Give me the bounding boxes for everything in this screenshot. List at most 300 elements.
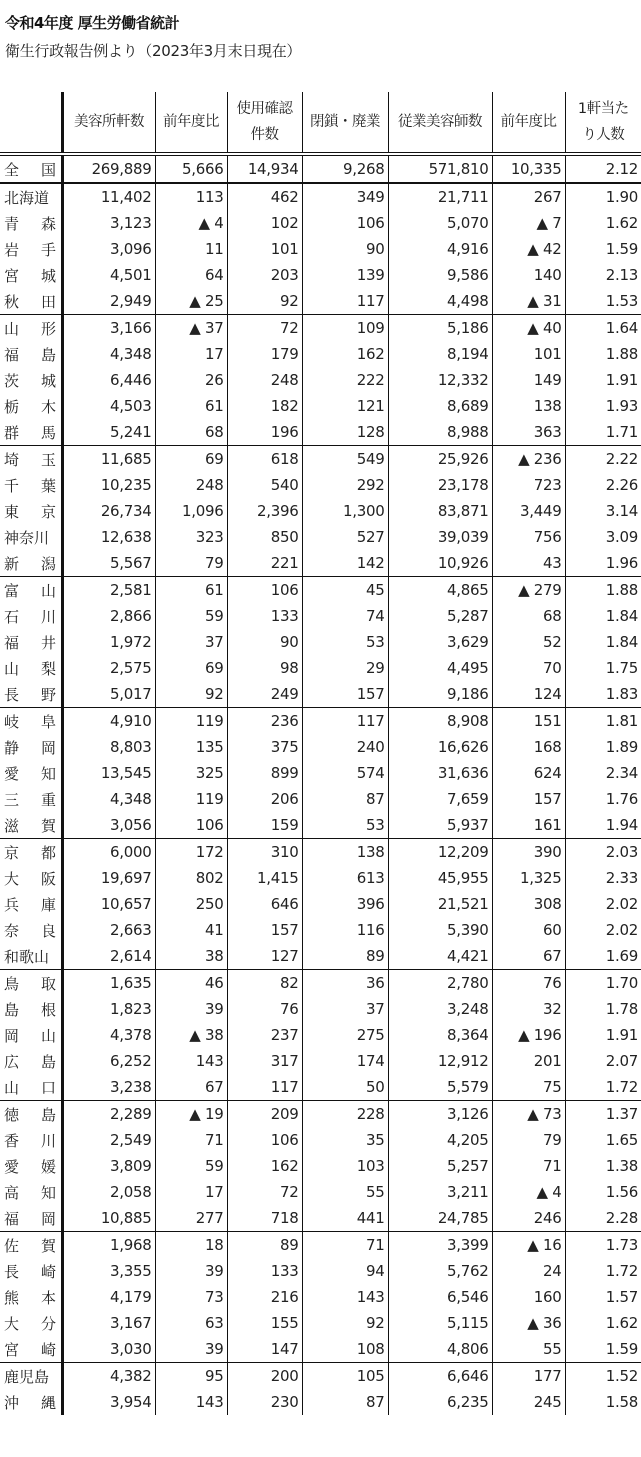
cell-prefecture [0,262,62,288]
cell-confirmed: 221 [227,550,302,577]
cell-per-salon: 1.81 [565,708,641,735]
cell-per-salon: 1.72 [565,1258,641,1284]
cell-confirmed: 230 [227,1389,302,1415]
cell-prefecture [0,1310,62,1336]
cell-closed: 162 [302,341,388,367]
cell-closed: 108 [302,1336,388,1363]
prefecture-char: 香 [4,1131,20,1150]
prefecture-name [4,1392,56,1413]
cell-confirmed: 106 [227,1127,302,1153]
cell-salons: 8,803 [62,734,155,760]
prefecture-char: 城 [40,266,56,285]
cell-closed: 138 [302,839,388,866]
prefecture-char: 葉 [40,476,56,495]
table-row [0,315,641,342]
prefecture-char: 茨 [4,371,20,390]
prefecture-char: 京 [4,843,20,862]
header-salons-yoy: 前年度比 [155,92,227,154]
prefecture-name [4,973,56,994]
cell-prefecture [0,970,62,997]
cell-stylists-yoy: 3,449 [492,498,565,524]
cell-salons: 11,685 [62,446,155,473]
cell-confirmed: 102 [227,210,302,236]
cell-salons: 5,017 [62,681,155,708]
table-row [0,1074,641,1101]
cell-salons: 2,581 [62,577,155,604]
cell-confirmed: 209 [227,1101,302,1128]
cell-confirmed: 133 [227,603,302,629]
cell-confirmed: 90 [227,629,302,655]
cell-stylists-yoy: 79 [492,1127,565,1153]
cell-prefecture [0,812,62,839]
prefecture-name [4,999,56,1020]
prefecture-char: 岡 [40,738,56,757]
prefecture-char: 野 [40,685,56,704]
cell-stylists: 4,205 [388,1127,492,1153]
prefecture-name [4,1182,56,1203]
cell-closed: 35 [302,1127,388,1153]
cell-stylists-yoy: 60 [492,917,565,943]
cell-salons: 4,378 [62,1022,155,1048]
cell-salons-yoy: 92 [155,681,227,708]
cell-salons-yoy: ▲ 19 [155,1101,227,1128]
prefecture-char: 岡 [4,1026,20,1045]
cell-per-salon: 1.96 [565,550,641,577]
cell-stylists: 16,626 [388,734,492,760]
table-row [0,1205,641,1232]
cell-closed: 128 [302,419,388,446]
prefecture-char: 熊 [4,1288,20,1307]
cell-prefecture [0,943,62,970]
cell-stylists-yoy: 151 [492,708,565,735]
cell-salons-yoy: 248 [155,472,227,498]
cell-stylists: 5,937 [388,812,492,839]
cell-closed: 549 [302,446,388,473]
cell-salons-yoy: 69 [155,655,227,681]
prefecture-char: 長 [4,685,20,704]
cell-prefecture [0,550,62,577]
cell-confirmed: 237 [227,1022,302,1048]
cell-salons-yoy: 113 [155,183,227,210]
cell-stylists: 10,926 [388,550,492,577]
cell-stylists-yoy: 624 [492,760,565,786]
prefecture-char: 本 [40,1288,56,1307]
prefecture-name [4,580,56,601]
cell-salons-yoy: 802 [155,865,227,891]
prefecture-char: 東 [4,502,20,521]
cell-prefecture [0,1336,62,1363]
prefecture-char: 長 [4,1262,20,1281]
table-row [0,419,641,446]
cell-confirmed: 72 [227,315,302,342]
cell-confirmed: 133 [227,1258,302,1284]
cell-salons-yoy: ▲ 38 [155,1022,227,1048]
table-row [0,970,641,997]
cell-confirmed: 646 [227,891,302,917]
prefecture-name [4,606,56,627]
prefecture-char: 岩 [4,240,20,259]
prefecture-name [4,737,56,758]
table-row [0,1232,641,1259]
cell-salons-yoy: 11 [155,236,227,262]
table-row [0,1336,641,1363]
cell-closed: 142 [302,550,388,577]
prefecture-char: 良 [40,921,56,940]
prefecture-name [4,553,56,574]
table-row [0,1127,641,1153]
prefecture-name [4,239,56,260]
table-row [0,236,641,262]
cell-closed: 292 [302,472,388,498]
prefecture-name [4,1287,56,1308]
cell-salons-yoy: 250 [155,891,227,917]
cell-prefecture [0,839,62,866]
cell-prefecture [0,1022,62,1048]
cell-salons: 2,058 [62,1179,155,1205]
table-row [0,393,641,419]
cell-stylists-yoy: 70 [492,655,565,681]
cell-salons: 1,635 [62,970,155,997]
prefecture-name [4,658,56,679]
header-row [0,92,641,154]
cell-confirmed: 216 [227,1284,302,1310]
prefecture-char: 島 [4,1000,20,1019]
cell-stylists: 45,955 [388,865,492,891]
prefecture-char: 形 [40,319,56,338]
cell-per-salon: 1.91 [565,1022,641,1048]
cell-salons-yoy: 37 [155,629,227,655]
cell-salons: 2,289 [62,1101,155,1128]
cell-salons-yoy: 39 [155,996,227,1022]
cell-salons-yoy: 172 [155,839,227,866]
cell-confirmed: 14,934 [227,154,302,183]
cell-stylists-yoy: 177 [492,1363,565,1390]
table-row [0,1153,641,1179]
cell-prefecture [0,1389,62,1415]
table-row [0,524,641,550]
cell-stylists-yoy: ▲ 40 [492,315,565,342]
cell-salons: 2,575 [62,655,155,681]
cell-per-salon: 1.84 [565,629,641,655]
header-confirmed-line1: 使用確認 [236,101,293,117]
cell-confirmed: 2,396 [227,498,302,524]
cell-salons-yoy: 67 [155,1074,227,1101]
cell-closed: 45 [302,577,388,604]
prefecture-name [4,501,56,522]
prefecture-name [4,475,56,496]
cell-salons-yoy: 63 [155,1310,227,1336]
cell-per-salon: 1.70 [565,970,641,997]
cell-stylists: 4,421 [388,943,492,970]
cell-per-salon: 2.28 [565,1205,641,1232]
prefecture-char: 重 [40,790,56,809]
table-row [0,1022,641,1048]
cell-salons-yoy: 61 [155,393,227,419]
prefecture-char: 森 [40,214,56,233]
cell-salons: 6,000 [62,839,155,866]
cell-stylists: 31,636 [388,760,492,786]
cell-closed: 36 [302,970,388,997]
cell-stylists: 4,498 [388,288,492,315]
prefecture-name [4,1261,56,1282]
cell-salons: 2,549 [62,1127,155,1153]
table-row [0,943,641,970]
cell-stylists: 21,521 [388,891,492,917]
cell-confirmed: 618 [227,446,302,473]
cell-closed: 105 [302,1363,388,1390]
cell-closed: 117 [302,288,388,315]
cell-stylists-yoy: 245 [492,1389,565,1415]
cell-stylists: 4,495 [388,655,492,681]
table-row [0,708,641,735]
cell-stylists: 23,178 [388,472,492,498]
prefecture-name [4,1313,56,1334]
cell-salons-yoy: 277 [155,1205,227,1232]
prefecture-name [4,396,56,417]
prefecture-name [4,422,56,443]
prefecture-name [4,449,56,470]
cell-confirmed: 159 [227,812,302,839]
cell-per-salon: 1.83 [565,681,641,708]
cell-salons: 12,638 [62,524,155,550]
prefecture-char: 秋 [4,292,20,311]
cell-stylists-yoy: 68 [492,603,565,629]
cell-stylists: 21,711 [388,183,492,210]
cell-stylists: 8,194 [388,341,492,367]
cell-stylists: 3,126 [388,1101,492,1128]
cell-stylists: 3,399 [388,1232,492,1259]
prefecture-char: 川 [40,607,56,626]
cell-salons: 10,885 [62,1205,155,1232]
cell-per-salon: 1.93 [565,393,641,419]
prefecture-name: 鹿児島 [4,1367,50,1386]
prefecture-name [4,213,56,234]
cell-stylists: 25,926 [388,446,492,473]
cell-prefecture [0,1048,62,1074]
prefecture-char: 奈 [4,921,20,940]
prefecture-char: 沖 [4,1393,20,1412]
cell-prefecture [0,341,62,367]
cell-per-salon: 1.58 [565,1389,641,1415]
prefecture-char: 島 [40,1052,56,1071]
cell-confirmed: 101 [227,236,302,262]
cell-confirmed: 155 [227,1310,302,1336]
cell-stylists-yoy: 246 [492,1205,565,1232]
table-row [0,1363,641,1390]
cell-salons: 11,402 [62,183,155,210]
table-row [0,472,641,498]
cell-prefecture [0,1153,62,1179]
cell-stylists-yoy: 168 [492,734,565,760]
cell-salons: 13,545 [62,760,155,786]
cell-stylists: 12,209 [388,839,492,866]
prefecture-char: 富 [4,581,20,600]
prefecture-char: 静 [4,738,20,757]
cell-stylists-yoy: ▲ 42 [492,236,565,262]
cell-closed: 9,268 [302,154,388,183]
cell-salons-yoy: 119 [155,708,227,735]
cell-stylists: 24,785 [388,1205,492,1232]
prefecture-char: 大 [4,1314,20,1333]
cell-salons-yoy: 73 [155,1284,227,1310]
prefecture-name [4,1130,56,1151]
prefecture-name [4,344,56,365]
table-row [0,1101,641,1128]
cell-salons: 2,949 [62,288,155,315]
header-salons: 美容所軒数 [62,92,155,154]
cell-closed: 139 [302,262,388,288]
prefecture-char: 石 [4,607,20,626]
cell-stylists-yoy: 32 [492,996,565,1022]
cell-per-salon: 1.78 [565,996,641,1022]
prefecture-char: 分 [40,1314,56,1333]
cell-per-salon: 1.88 [565,341,641,367]
cell-salons: 3,238 [62,1074,155,1101]
cell-prefecture [0,1205,62,1232]
cell-stylists: 5,257 [388,1153,492,1179]
cell-stylists-yoy: 10,335 [492,154,565,183]
cell-prefecture [0,708,62,735]
cell-per-salon: 2.02 [565,917,641,943]
cell-stylists: 8,689 [388,393,492,419]
cell-salons: 4,503 [62,393,155,419]
cell-stylists: 5,762 [388,1258,492,1284]
table-row [0,891,641,917]
cell-salons: 10,235 [62,472,155,498]
cell-prefecture [0,498,62,524]
cell-stylists: 5,115 [388,1310,492,1336]
prefecture-char: 取 [40,974,56,993]
cell-stylists: 4,865 [388,577,492,604]
prefecture-name [4,632,56,653]
prefecture-char: 山 [40,1026,56,1045]
cell-stylists: 571,810 [388,154,492,183]
table-body [0,154,641,1415]
cell-salons-yoy: 64 [155,262,227,288]
prefecture-char: 崎 [40,1340,56,1359]
prefecture-char: 媛 [40,1157,56,1176]
cell-salons: 3,166 [62,315,155,342]
cell-prefecture [0,419,62,446]
cell-confirmed: 203 [227,262,302,288]
cell-stylists: 6,646 [388,1363,492,1390]
prefecture-char: 阪 [40,869,56,888]
cell-salons: 2,663 [62,917,155,943]
cell-stylists: 12,912 [388,1048,492,1074]
cell-closed: 116 [302,917,388,943]
cell-confirmed: 196 [227,419,302,446]
cell-stylists-yoy: ▲ 236 [492,446,565,473]
cell-closed: 121 [302,393,388,419]
cell-stylists: 83,871 [388,498,492,524]
cell-stylists-yoy: 363 [492,419,565,446]
cell-salons-yoy: 325 [155,760,227,786]
cell-prefecture [0,865,62,891]
prefecture-name [4,1339,56,1360]
cell-per-salon: 1.73 [565,1232,641,1259]
prefecture-char: 埼 [4,450,20,469]
cell-salons: 3,809 [62,1153,155,1179]
prefecture-char: 梨 [40,659,56,678]
cell-per-salon: 1.59 [565,236,641,262]
cell-confirmed: 157 [227,917,302,943]
cell-confirmed: 718 [227,1205,302,1232]
prefecture-char: 手 [40,240,56,259]
cell-confirmed: 248 [227,367,302,393]
cell-salons-yoy: 68 [155,419,227,446]
cell-salons-yoy: 95 [155,1363,227,1390]
cell-stylists-yoy: 24 [492,1258,565,1284]
table-row [0,812,641,839]
table-row [0,1284,641,1310]
table-row [0,498,641,524]
cell-salons-yoy: 59 [155,603,227,629]
cell-confirmed: 462 [227,183,302,210]
cell-per-salon: 1.72 [565,1074,641,1101]
cell-salons: 269,889 [62,154,155,183]
header-per-salon-line1: 1軒当た [577,101,629,117]
cell-closed: 527 [302,524,388,550]
cell-per-salon: 1.89 [565,734,641,760]
cell-closed: 441 [302,1205,388,1232]
prefecture-char: 福 [4,1209,20,1228]
header-per-salon [565,92,641,154]
cell-closed: 103 [302,1153,388,1179]
prefecture-char: 鳥 [4,974,20,993]
prefecture-name [4,318,56,339]
cell-salons-yoy: 5,666 [155,154,227,183]
cell-per-salon: 2.26 [565,472,641,498]
header-stylists-yoy: 前年度比 [492,92,565,154]
cell-salons: 5,241 [62,419,155,446]
cell-closed: 53 [302,629,388,655]
cell-salons: 1,972 [62,629,155,655]
prefecture-name [4,842,56,863]
cell-salons: 6,446 [62,367,155,393]
cell-confirmed: 206 [227,786,302,812]
cell-confirmed: 89 [227,1232,302,1259]
cell-per-salon: 2.03 [565,839,641,866]
prefecture-name [4,1208,56,1229]
prefecture-char: 福 [4,345,20,364]
cell-stylists: 3,248 [388,996,492,1022]
prefecture-char: 馬 [40,423,56,442]
prefecture-char: 福 [4,633,20,652]
prefecture-char: 庫 [40,895,56,914]
cell-closed: 71 [302,1232,388,1259]
cell-confirmed: 249 [227,681,302,708]
cell-closed: 109 [302,315,388,342]
cell-closed: 94 [302,1258,388,1284]
prefecture-name [4,894,56,915]
cell-per-salon: 1.75 [565,655,641,681]
cell-stylists: 5,579 [388,1074,492,1101]
cell-salons: 3,167 [62,1310,155,1336]
prefecture-char: 群 [4,423,20,442]
cell-per-salon: 2.02 [565,891,641,917]
cell-closed: 89 [302,943,388,970]
prefecture-char: 栃 [4,397,20,416]
header-per-salon-line2: り人数 [582,127,625,143]
cell-prefecture [0,367,62,393]
cell-per-salon: 1.69 [565,943,641,970]
cell-stylists-yoy: ▲ 16 [492,1232,565,1259]
cell-stylists: 9,186 [388,681,492,708]
cell-stylists: 7,659 [388,786,492,812]
cell-per-salon: 1.88 [565,577,641,604]
cell-salons: 19,697 [62,865,155,891]
cell-closed: 90 [302,236,388,262]
